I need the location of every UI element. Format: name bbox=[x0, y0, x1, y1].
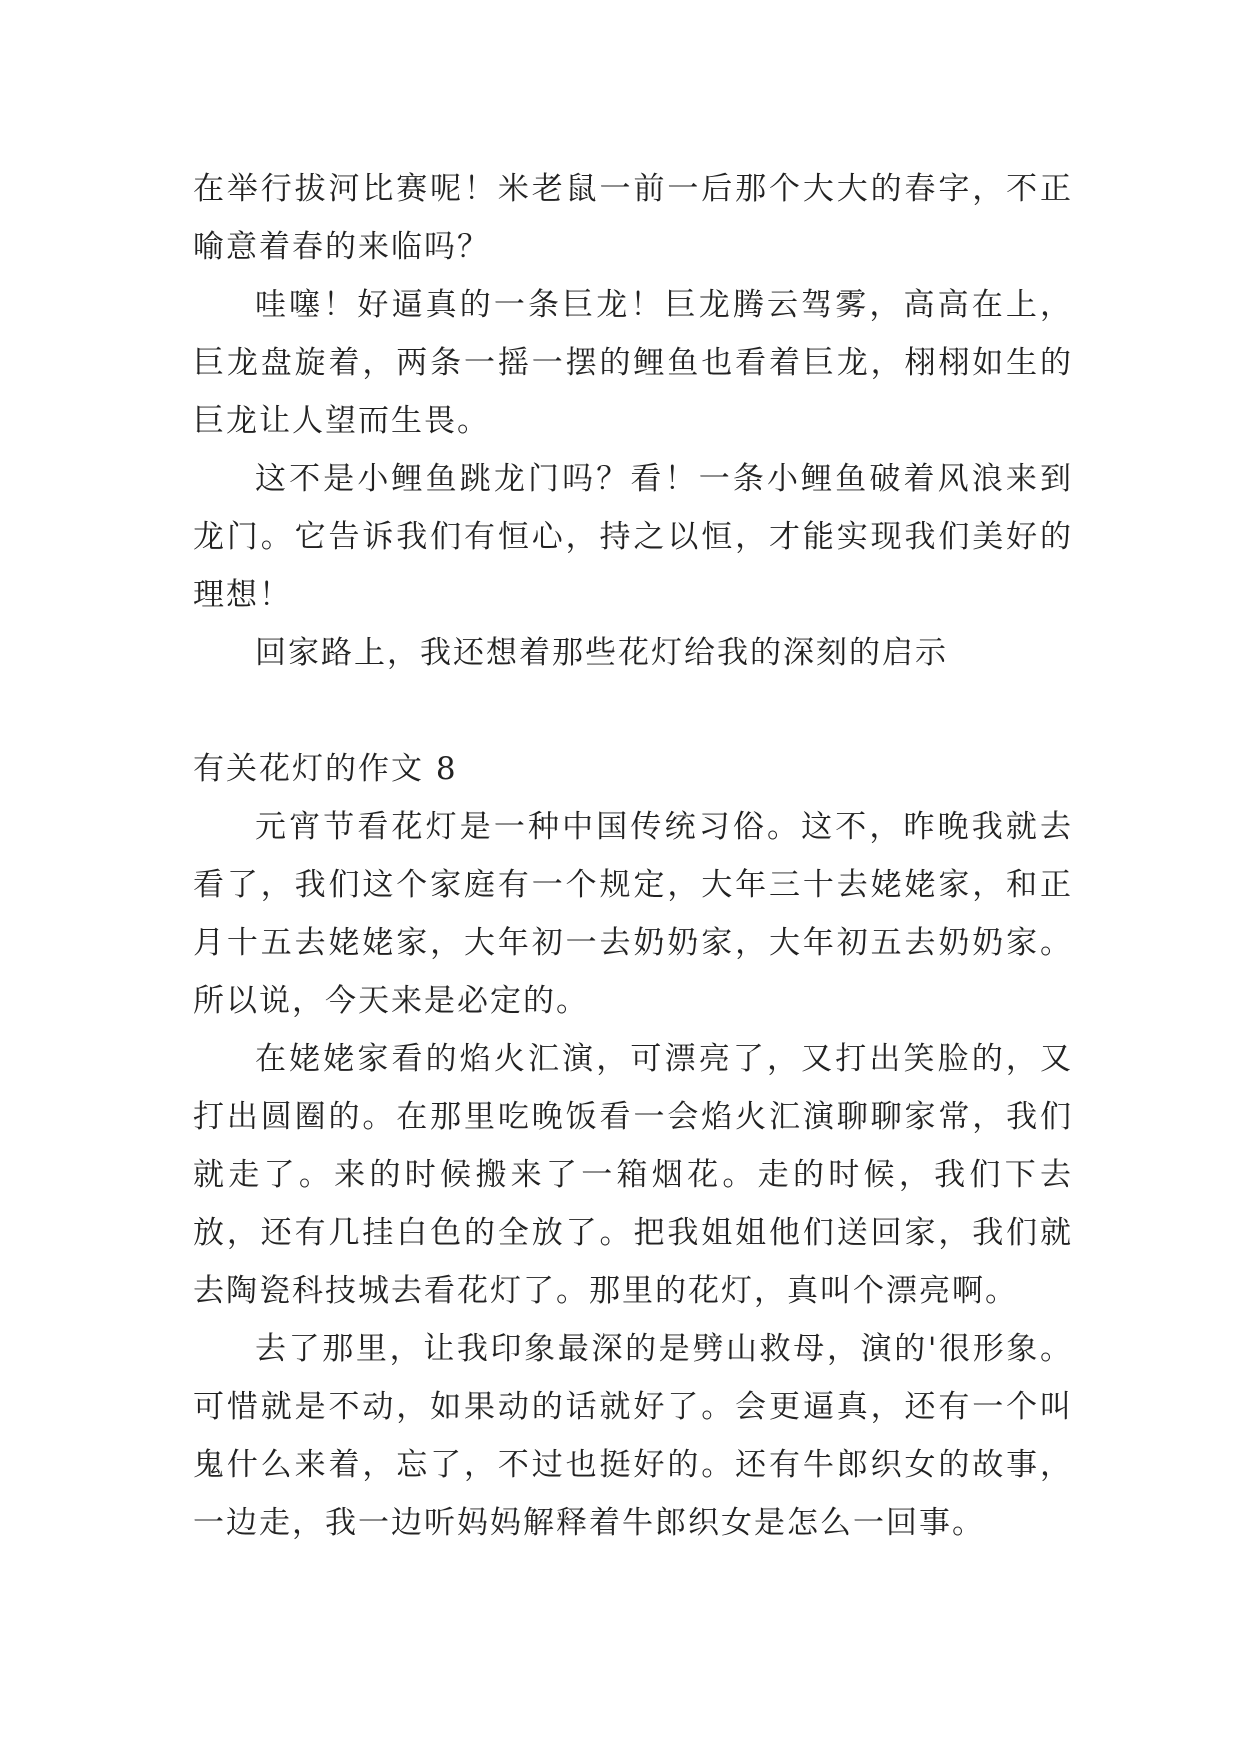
paragraph-impressions: 去了那里，让我印象最深的是劈山救母，演的'很形象。可惜就是不动，如果动的话就好了。会更逼真，还有一个叫鬼什么来着，忘了，不过也挺好的。还有牛郎织女的故事，一边走，我一边听妈妈解释着牛郎织女是怎么一回事。 bbox=[193, 1331, 1073, 1541]
section-title: 有关花灯的作文 8 bbox=[193, 751, 458, 787]
paragraph-carp: 这不是小鲤鱼跳龙门吗？看！一条小鲤鱼破着风浪来到龙门。它告诉我们有恒心，持之以恒，才能实现我们美好的理想！ bbox=[193, 461, 1073, 613]
document-body bbox=[193, 160, 1073, 1552]
paragraph-lantern-festival: 元宵节看花灯是一种中国传统习俗。这不，昨晚我就去看了，我们这个家庭有一个规定，大年三十去姥姥家，和正月十五去姥姥家，大年初一去奶奶家，大年初五去奶奶家。所以说，今天来是必定的。 bbox=[193, 809, 1073, 1019]
paragraph-fireworks: 在姥姥家看的焰火汇演，可漂亮了，又打出笑脸的，又打出圆圈的。在那里吃晚饭看一会焰火汇演聊聊家常，我们就走了。来的时候搬来了一箱烟花。走的时候，我们下去放，还有几挂白色的全放了。把我姐姐他们送回家，我们就去陶瓷科技城去看花灯了。那里的花灯，真叫个漂亮啊。 bbox=[193, 1041, 1073, 1309]
paragraph-way-home: 回家路上，我还想着那些花灯给我的深刻的启示 bbox=[255, 635, 948, 671]
paragraph-dragon: 哇噻！好逼真的一条巨龙！巨龙腾云驾雾，高高在上，巨龙盘旋着，两条一摇一摆的鲤鱼也看着巨龙，栩栩如生的巨龙让人望而生畏。 bbox=[193, 287, 1073, 439]
paragraph-continued: 在举行拔河比赛呢！米老鼠一前一后那个大大的春字，不正喻意着春的来临吗？ bbox=[193, 171, 1073, 265]
